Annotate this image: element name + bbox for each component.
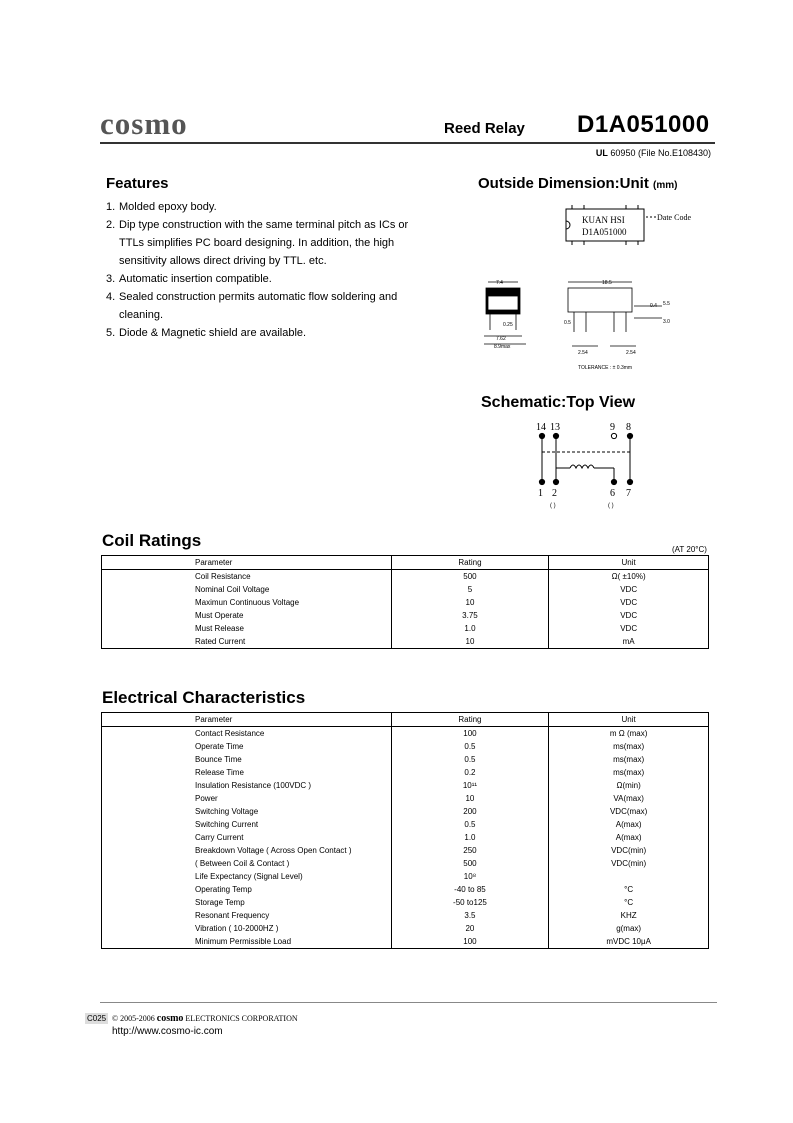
copyright: © 2005-2006 cosmo ELECTRONICS CORPORATION <box>112 1013 298 1024</box>
pin-label: 1 <box>538 488 543 499</box>
dim-pin-thickness: 0.25 <box>503 322 513 328</box>
unit-cell: VDC(min) <box>611 859 647 868</box>
dim-0-4: 0.4 <box>650 303 657 309</box>
dim-5-5: 5.5 <box>663 301 670 307</box>
table-row <box>102 922 709 935</box>
unit-cell: mA <box>622 637 635 646</box>
rating-cell: 500 <box>391 857 549 870</box>
table-row <box>102 596 709 609</box>
table-row <box>102 766 709 779</box>
rating-cell: 100 <box>391 727 549 741</box>
coil-condition: (AT 20°C) <box>672 545 707 554</box>
package-end-view-drawing <box>478 276 538 356</box>
rating-cell: 200 <box>391 805 549 818</box>
dim-length: 18.5 <box>602 280 612 286</box>
unit-cell: VDC <box>620 585 638 594</box>
polarity-mark: ( ) <box>550 503 556 509</box>
company-logo: cosmo <box>100 106 188 141</box>
table-row <box>102 805 709 818</box>
parameter-cell: Maximun Continuous Voltage <box>102 596 392 609</box>
parameter-cell: Contact Resistance <box>102 727 392 741</box>
package-marking-1: KUAN HSI <box>582 215 625 225</box>
electrical-title: Electrical Characteristics <box>102 688 306 707</box>
rating-cell: 10⁸ <box>391 870 549 883</box>
parameter-cell: Life Expectancy (Signal Level) <box>102 870 392 883</box>
unit-cell: VDC <box>620 624 638 633</box>
part-number: D1A051000 <box>577 111 710 138</box>
unit-cell: mVDC 10μA <box>606 937 651 946</box>
table-row <box>102 818 709 831</box>
unit-cell: m Ω (max) <box>609 729 648 738</box>
dim-row-pitch: 7.62 <box>496 336 506 342</box>
dim-0-5: 0.5 <box>564 320 571 326</box>
parameter-cell: Must Operate <box>102 609 392 622</box>
header-divider <box>100 142 715 144</box>
pin-label: 13 <box>550 422 560 433</box>
table-row <box>102 844 709 857</box>
unit-cell: A(max) <box>615 833 642 842</box>
feature-item: 3. Automatic insertion compatible. <box>106 273 272 285</box>
pin-label: 9 <box>610 422 615 433</box>
features-list <box>106 198 416 342</box>
package-top-drawing <box>560 205 710 250</box>
column-header: Rating <box>391 713 549 727</box>
parameter-cell: Vibration ( 10-2000HZ ) <box>102 922 392 935</box>
unit-cell: ms(max) <box>613 768 645 777</box>
table-row <box>102 727 709 741</box>
unit-cell: VDC <box>620 611 638 620</box>
feature-item: 4. Sealed construction permits automatic flow soldering and cleaning. <box>106 291 398 321</box>
footer-divider <box>100 1002 717 1003</box>
unit-cell: VDC(max) <box>609 807 648 816</box>
rating-cell: 0.5 <box>391 818 549 831</box>
rating-cell: 10 <box>391 635 549 649</box>
dim-pin-pitch-1: 2.54 <box>578 350 588 356</box>
ul-certification: UL 60950 (File No.E108430) <box>595 148 711 158</box>
feature-item: 5. Diode & Magnetic shield are available. <box>106 327 307 339</box>
rating-cell: 0.5 <box>391 740 549 753</box>
package-marking-2: D1A051000 <box>582 227 627 237</box>
parameter-cell: Resonant Frequency <box>102 909 392 922</box>
feature-item: 2. Dip type construction with the same terminal pitch as ICs or TTLs simplifies PC board designing. In addition, the high sensitivity allows direct driving by TTL. etc. <box>106 219 409 267</box>
table-row <box>102 622 709 635</box>
parameter-cell: Coil Resistance <box>102 570 392 584</box>
rating-cell: 5 <box>391 583 549 596</box>
unit-cell: Ω(min) <box>616 781 641 790</box>
parameter-cell: Power <box>102 792 392 805</box>
table-row <box>102 792 709 805</box>
outside-dimension-title: Outside Dimension:Unit (mm) <box>478 175 678 192</box>
rating-cell: 3.5 <box>391 909 549 922</box>
unit-cell <box>549 870 709 883</box>
dim-3-0: 3.0 <box>663 319 670 325</box>
unit-cell: VDC <box>620 598 638 607</box>
table-row <box>102 883 709 896</box>
parameter-cell: Switching Current <box>102 818 392 831</box>
table-row <box>102 935 709 949</box>
parameter-cell: Storage Temp <box>102 896 392 909</box>
features-title: Features <box>106 175 169 192</box>
parameter-cell: Operating Temp <box>102 883 392 896</box>
package-side-view-drawing <box>562 276 682 371</box>
table-row <box>102 831 709 844</box>
unit-cell: A(max) <box>615 820 642 829</box>
column-header: Unit <box>549 713 709 727</box>
table-row <box>102 583 709 596</box>
parameter-cell: Bounce Time <box>102 753 392 766</box>
table-row <box>102 779 709 792</box>
table-header-row <box>102 556 709 570</box>
table-row <box>102 570 709 584</box>
date-code-label: Date Code <box>657 213 691 222</box>
tolerance-note: TOLERANCE : ± 0.3mm <box>578 365 633 371</box>
table-row <box>102 857 709 870</box>
pin-label: 6 <box>610 488 615 499</box>
column-header: Parameter <box>102 556 392 570</box>
column-header: Unit <box>549 556 709 570</box>
page-number: C025 <box>87 1014 107 1023</box>
table-row <box>102 740 709 753</box>
unit-cell: VDC(min) <box>611 846 647 855</box>
parameter-cell: Rated Current <box>102 635 392 649</box>
pin-label: 14 <box>536 422 546 433</box>
parameter-cell: Minimum Permissible Load <box>102 935 392 949</box>
unit-cell: Ω( ±10%) <box>611 572 646 581</box>
unit-cell: ms(max) <box>613 742 645 751</box>
parameter-cell: ( Between Coil & Contact ) <box>102 857 392 870</box>
rating-cell: 1.0 <box>391 622 549 635</box>
coil-ratings-title: Coil Ratings <box>102 531 202 550</box>
unit-cell: g(max) <box>616 924 642 933</box>
dim-pin-pitch-2: 2.54 <box>626 350 636 356</box>
unit-cell: °C <box>624 885 634 894</box>
schematic-title: Schematic:Top View <box>481 394 636 411</box>
parameter-cell: Carry Current <box>102 831 392 844</box>
rating-cell: -50 to125 <box>391 896 549 909</box>
column-header: Rating <box>391 556 549 570</box>
table-row <box>102 909 709 922</box>
table-row <box>102 870 709 883</box>
parameter-cell: Release Time <box>102 766 392 779</box>
rating-cell: 20 <box>391 922 549 935</box>
rating-cell: 1.0 <box>391 831 549 844</box>
rating-cell: -40 to 85 <box>391 883 549 896</box>
parameter-cell: Switching Voltage <box>102 805 392 818</box>
dim-width: 7.4 <box>496 280 503 286</box>
parameter-cell: Nominal Coil Voltage <box>102 583 392 596</box>
website-url: http://www.cosmo-ic.com <box>112 1026 223 1037</box>
unit-cell: VA(max) <box>613 794 644 803</box>
table-header-row <box>102 713 709 727</box>
parameter-cell: Must Release <box>102 622 392 635</box>
pin-label: 8 <box>626 422 631 433</box>
pin-label: 7 <box>626 488 631 499</box>
dim-overall: 8.9max <box>494 344 511 350</box>
rating-cell: 250 <box>391 844 549 857</box>
rating-cell: 10 <box>391 792 549 805</box>
table-row <box>102 635 709 649</box>
unit-cell: °C <box>624 898 634 907</box>
parameter-cell: Insulation Resistance (100VDC ) <box>102 779 392 792</box>
product-type: Reed Relay <box>444 120 525 137</box>
polarity-mark: ( ) <box>608 503 614 509</box>
pin-label: 2 <box>552 488 557 499</box>
column-header: Parameter <box>102 713 392 727</box>
rating-cell: 500 <box>391 570 549 584</box>
schematic-drawing <box>530 420 650 512</box>
table-row <box>102 609 709 622</box>
rating-cell: 3.75 <box>391 609 549 622</box>
unit-cell: ms(max) <box>613 755 645 764</box>
parameter-cell: Breakdown Voltage ( Across Open Contact ) <box>102 844 392 857</box>
rating-cell: 0.2 <box>391 766 549 779</box>
parameter-cell: Operate Time <box>102 740 392 753</box>
coil-ratings-table <box>101 555 709 649</box>
feature-item: 1. Molded epoxy body. <box>106 201 217 213</box>
unit-cell: KHZ <box>620 911 637 920</box>
table-row <box>102 753 709 766</box>
table-row <box>102 896 709 909</box>
rating-cell: 0.5 <box>391 753 549 766</box>
electrical-table <box>101 712 709 949</box>
rating-cell: 10 <box>391 596 549 609</box>
rating-cell: 100 <box>391 935 549 949</box>
rating-cell: 10¹¹ <box>391 779 549 792</box>
